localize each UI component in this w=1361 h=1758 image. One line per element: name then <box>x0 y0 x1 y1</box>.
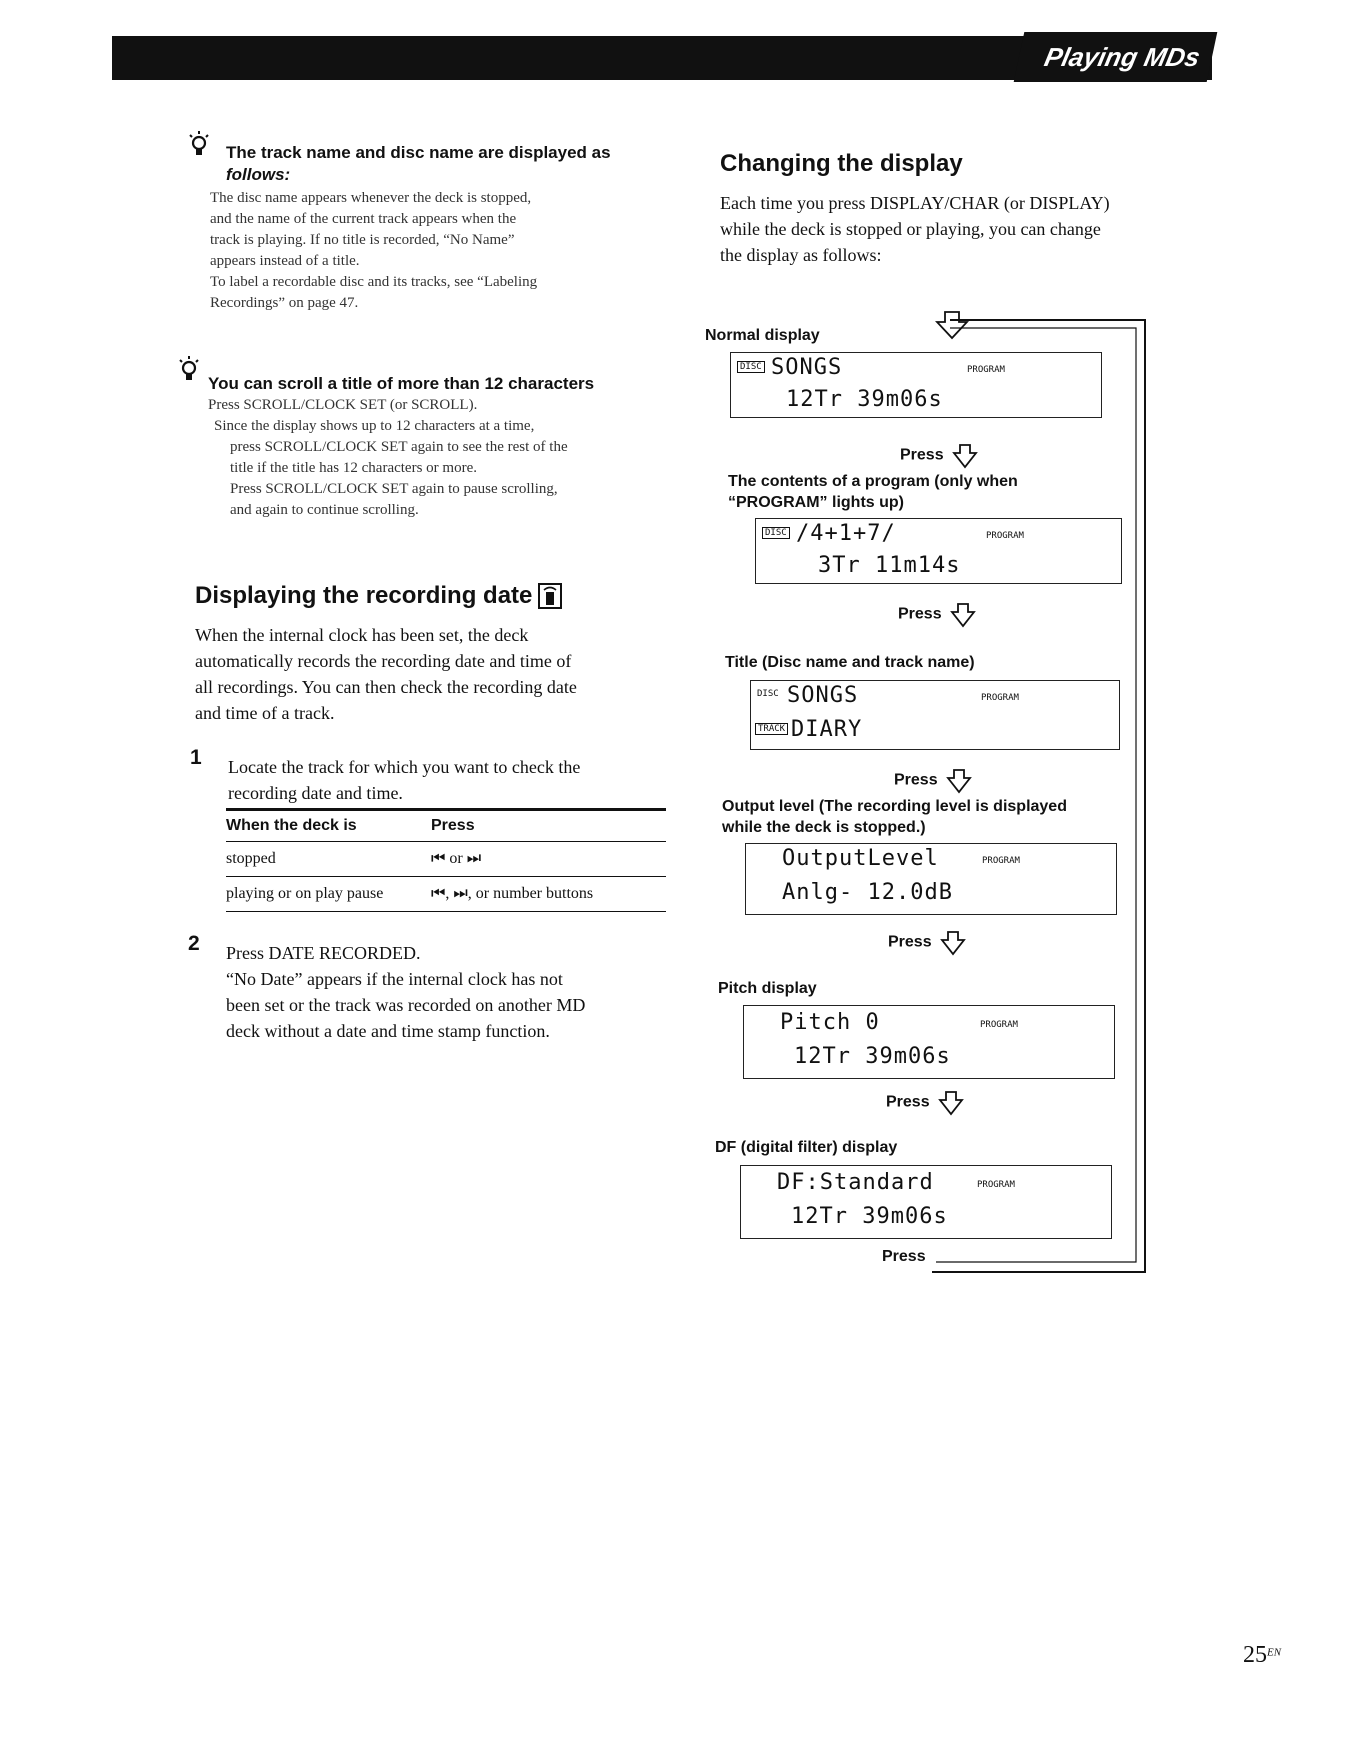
program-indicator: PROGRAM <box>982 856 1020 866</box>
table-row <box>226 877 666 912</box>
down-arrow-icon <box>952 443 978 469</box>
tip-line: track is playing. If no title is recorded, “No Name” <box>210 232 515 248</box>
press-label: Press <box>900 446 944 464</box>
lcd-display <box>730 352 1102 418</box>
down-arrow-icon <box>935 310 969 340</box>
press-step <box>898 602 976 628</box>
label-line: Output level (The recording level is displayed <box>722 798 1067 815</box>
step-line: recording date and time. <box>228 783 403 803</box>
lcd-line2: Anlg- 12.0dB <box>782 880 953 905</box>
step-line: deck without a date and time stamp function. <box>226 1021 550 1041</box>
step-text <box>226 940 686 1044</box>
table-header: Press <box>431 810 666 842</box>
lightbulb-icon <box>178 355 200 385</box>
display-label <box>728 471 1018 513</box>
lcd-display <box>745 843 1117 915</box>
section-heading: Displaying the recording date <box>195 582 533 609</box>
lcd-line2: 12Tr 39m06s <box>794 1044 951 1069</box>
display-label: Title (Disc name and track name) <box>725 654 975 671</box>
down-arrow-icon <box>938 1090 964 1116</box>
program-indicator: PROGRAM <box>977 1180 1015 1190</box>
tip-line: and the name of the current track appears when the <box>210 211 517 227</box>
lcd-line1: OutputLevel <box>782 846 939 871</box>
remote-icon <box>538 583 562 609</box>
lcd-line1: /4+1+7/ <box>796 521 896 546</box>
intro-line: all recordings. You can then check the recording date <box>195 677 577 697</box>
press-label: Press <box>886 1093 930 1111</box>
tip-line: Press SCROLL/CLOCK SET (or SCROLL). <box>208 397 478 413</box>
lcd-line1: SONGS <box>771 355 843 380</box>
press-step <box>894 768 972 794</box>
intro-line: while the deck is stopped or playing, you can change <box>720 219 1101 239</box>
header-bar <box>112 36 1212 80</box>
tip-line: Recordings” on page 47. <box>210 295 359 311</box>
page-number-suffix: EN <box>1267 1646 1282 1659</box>
disc-badge: DISC <box>762 527 790 539</box>
program-indicator: PROGRAM <box>967 365 1005 375</box>
intro-line: the display as follows: <box>720 245 882 265</box>
tip-line: and again to continue scrolling. <box>230 502 419 518</box>
table-header: When the deck is <box>226 810 431 842</box>
lcd-display <box>743 1005 1115 1079</box>
lightbulb-icon <box>188 130 210 160</box>
press-label: Press <box>894 771 938 789</box>
page-number-value: 25 <box>1243 1642 1267 1668</box>
label-line: “PROGRAM” lights up) <box>728 494 904 511</box>
table-cell: playing or on play pause <box>226 877 431 912</box>
program-indicator: PROGRAM <box>980 1020 1018 1030</box>
intro-line: and time of a track. <box>195 703 335 723</box>
intro-line: Each time you press DISPLAY/CHAR (or DISPLAY) <box>720 193 1110 213</box>
tip-line: To label a recordable disc and its tracks, see “Labeling <box>210 274 538 290</box>
press-step <box>882 1248 926 1266</box>
step-line: Locate the track for which you want to check the <box>228 757 581 777</box>
page-number <box>1243 1642 1281 1669</box>
lcd-display <box>750 680 1120 750</box>
tip-body <box>208 395 668 521</box>
section-intro <box>195 622 675 726</box>
deck-table <box>226 808 666 912</box>
tip-line: Since the display shows up to 12 characters at a time, <box>214 418 535 434</box>
step-line: Press DATE RECORDED. <box>226 943 421 963</box>
label-line: while the deck is stopped.) <box>722 819 926 836</box>
step-line: “No Date” appears if the internal clock has not <box>226 969 563 989</box>
lcd-line1: Pitch 0 <box>780 1010 880 1035</box>
down-arrow-icon <box>950 602 976 628</box>
disc-badge: DISC <box>757 689 779 699</box>
table-row <box>226 842 666 877</box>
press-step <box>886 1090 964 1116</box>
program-indicator: PROGRAM <box>981 693 1019 703</box>
lcd-line2: 3Tr 11m14s <box>818 553 961 578</box>
track-badge: TRACK <box>755 723 788 735</box>
table-cell: stopped <box>226 842 431 877</box>
press-step <box>900 443 978 469</box>
tip-line: title if the title has 12 characters or more. <box>230 460 477 476</box>
step-number: 1 <box>190 746 202 769</box>
intro-line: automatically records the recording date and time of <box>195 651 572 671</box>
tip-body <box>210 188 650 314</box>
table-cell: ⏮, ⏭, or number buttons <box>431 877 666 912</box>
display-label: DF (digital filter) display <box>715 1139 898 1156</box>
press-label: Press <box>882 1248 926 1265</box>
down-arrow-icon <box>940 930 966 956</box>
program-indicator: PROGRAM <box>986 531 1024 541</box>
section-heading: Changing the display <box>720 150 963 177</box>
down-arrow-icon <box>946 768 972 794</box>
tip-title-cont: follows: <box>226 165 291 184</box>
lcd-line2: 12Tr 39m06s <box>786 387 943 412</box>
tip-line: The disc name appears whenever the deck is stopped, <box>210 190 532 206</box>
label-line: The contents of a program (only when <box>728 473 1018 490</box>
step-line: been set or the track was recorded on another MD <box>226 995 586 1015</box>
lcd-line1: SONGS <box>787 683 859 708</box>
tip-line: press SCROLL/CLOCK SET again to see the rest of the <box>230 439 568 455</box>
disc-badge: DISC <box>737 361 765 373</box>
lcd-line1: DF:Standard <box>777 1170 934 1195</box>
press-label: Press <box>888 933 932 951</box>
tip-title: You can scroll a title of more than 12 characters <box>208 374 595 393</box>
changing-display-section <box>720 150 1190 268</box>
table-cell: ⏮ or ⏭ <box>431 842 666 877</box>
lcd-display <box>740 1165 1112 1239</box>
display-label: Normal display <box>705 327 820 344</box>
section-intro <box>720 190 1190 268</box>
step-number: 2 <box>188 932 200 955</box>
lcd-line2: DIARY <box>791 717 863 742</box>
display-label: Pitch display <box>718 980 817 997</box>
press-label: Press <box>898 605 942 623</box>
step-text <box>228 754 668 806</box>
recording-date-section <box>195 582 675 726</box>
tip-title: The track name and disc name are displayed as <box>226 143 611 162</box>
intro-line: When the internal clock has been set, the deck <box>195 625 529 645</box>
press-step <box>888 930 966 956</box>
lcd-line2: 12Tr 39m06s <box>791 1204 948 1229</box>
tip-line: appears instead of a title. <box>210 253 360 269</box>
lcd-display <box>755 518 1122 584</box>
tip-line: Press SCROLL/CLOCK SET again to pause scrolling, <box>230 481 558 497</box>
display-label <box>722 796 1067 838</box>
section-title: Playing MDs <box>1014 32 1217 82</box>
